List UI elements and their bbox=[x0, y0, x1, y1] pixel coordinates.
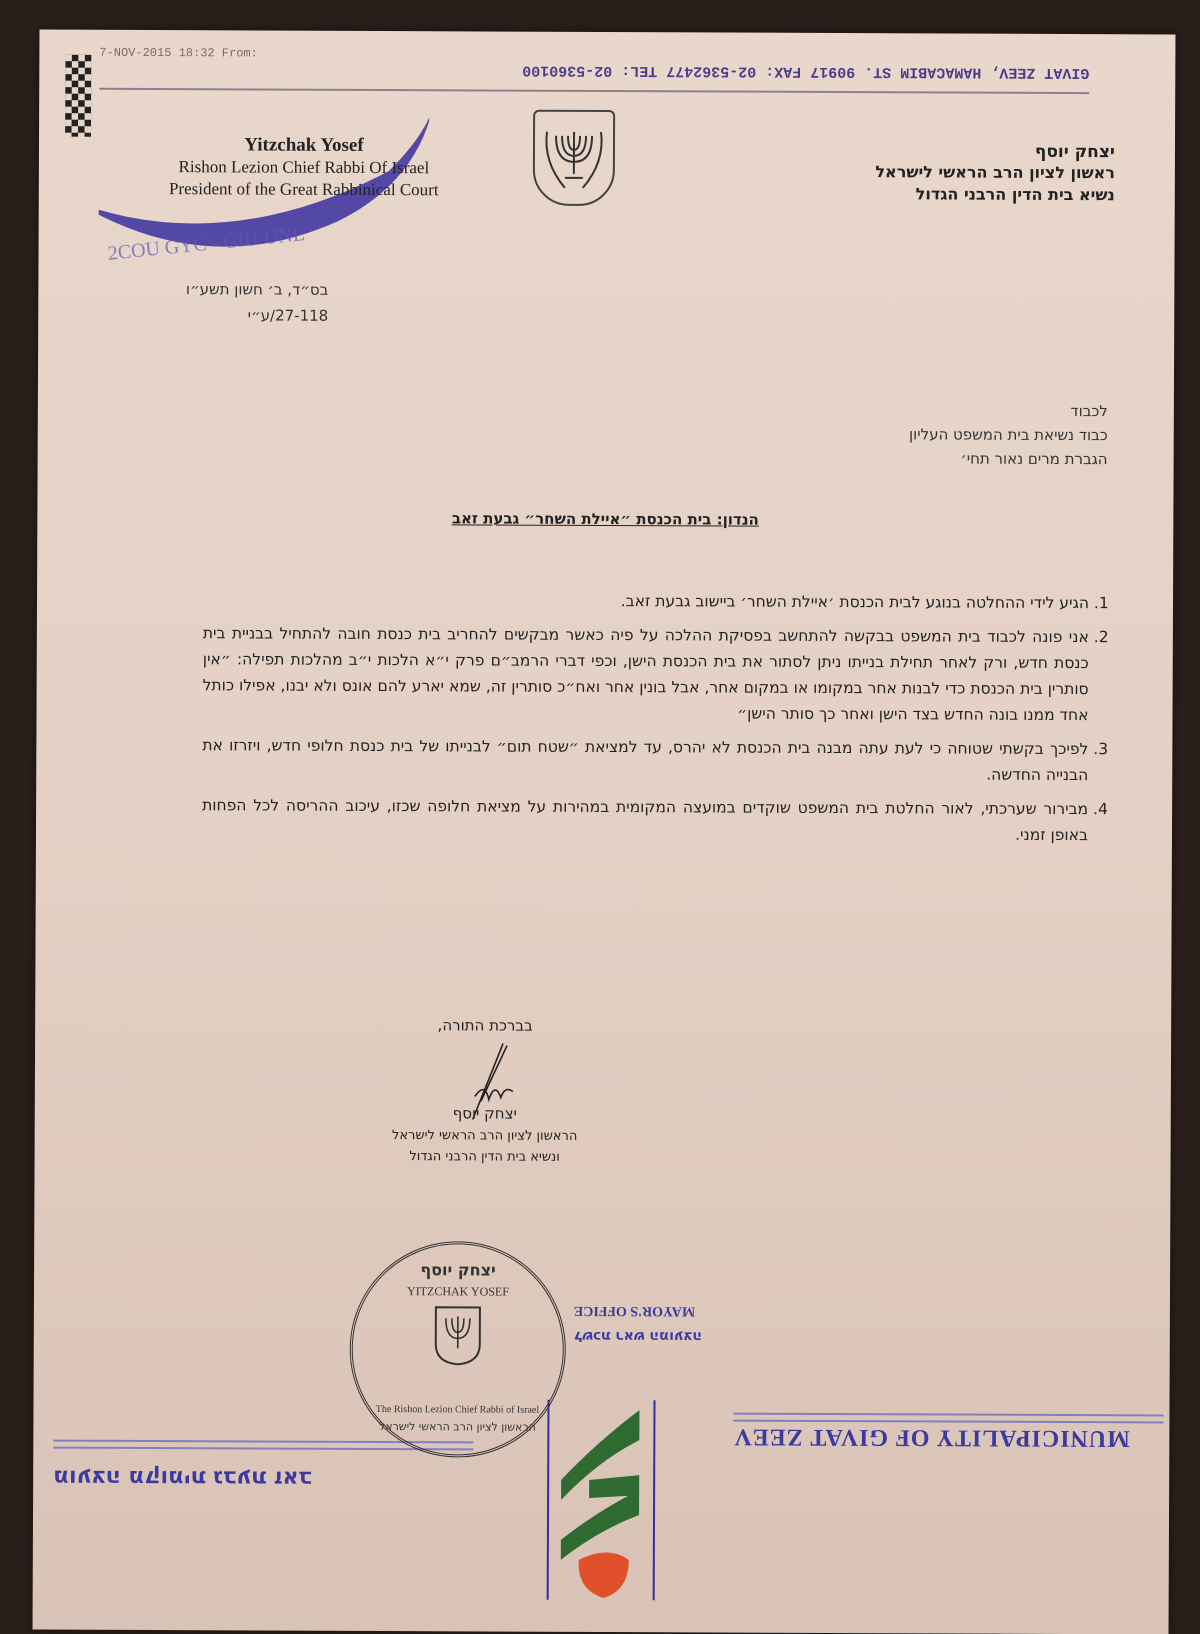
bleed-he-council: מועצה מקומית גבעת זאב bbox=[53, 1465, 312, 1491]
municipality-logo bbox=[547, 1400, 656, 1600]
stamp-he-title: הראשון לציון הרב הראשי לישראל bbox=[352, 1420, 562, 1434]
bleed-he-office: לשכת ראש המועצה bbox=[574, 1328, 702, 1345]
stamp-he-name: יצחק יוסף bbox=[353, 1260, 563, 1280]
recipient-block bbox=[909, 398, 1108, 471]
signer-title2: ונשיא בית הדין הרבני הגדול bbox=[365, 1149, 605, 1165]
state-emblem-icon bbox=[533, 110, 615, 206]
svg-text:2COU GYC - GIU UNL: 2COU GYC - GIU UNL bbox=[107, 223, 306, 265]
letterhead-he-title2: נשיא בית הדין הרבני הגדול bbox=[875, 183, 1115, 206]
stamp-en-title: The Rishon Lezion Chief Rabbi of Israel bbox=[352, 1404, 562, 1416]
date-block bbox=[158, 276, 328, 329]
letterhead-he-name: יצחק יוסף bbox=[875, 141, 1115, 162]
letterhead-title2: President of the Great Rabbinical Court bbox=[129, 178, 479, 202]
letter-date: בס״ד, ב׳ חשון תשע״ו bbox=[158, 276, 328, 303]
fax-bleed-line: GIVAT ZEEV, HAMACABIM ST. 90917 FAX: 02-5362477 TEL: 02-5360100 bbox=[99, 60, 1089, 81]
handwritten-signature bbox=[455, 1041, 535, 1121]
divider bbox=[99, 88, 1089, 94]
recipient-line: הגברת מרים נאור תחי׳ bbox=[909, 446, 1108, 471]
stamp-en-name: YITZCHAK YOSEF bbox=[353, 1284, 563, 1300]
letterhead-name: Yitzchak Yosef bbox=[129, 134, 479, 158]
letter-page bbox=[33, 30, 1176, 1634]
letterhead-hebrew bbox=[875, 141, 1115, 206]
closing-greeting: בברכת התורה, bbox=[365, 1016, 605, 1035]
stamp-emblem-icon bbox=[433, 1304, 483, 1366]
recipient-line: לכבוד bbox=[909, 398, 1108, 423]
letter-body bbox=[202, 586, 1123, 856]
signer-name: יצחק יוסף bbox=[365, 1104, 605, 1123]
body-paragraph: 4. מבירור שערכתי, לאור החלטת בית המשפט שוקדים במועצה המקומית במהירות על מציאת חלופה שכזו, עיכוב ההריסה לכל הפחות באופן זמני. bbox=[202, 792, 1088, 848]
fax-timestamp: 7-NOV-2015 18:32 From: bbox=[99, 46, 257, 61]
subject-line: הנדון: בית הכנסת ״איילת השחר״ גבעת זאב bbox=[37, 508, 1173, 531]
letter-reference: 27-118/ע״י bbox=[158, 302, 328, 329]
bleed-line bbox=[733, 1413, 1163, 1424]
bleed-municipality: MUNICIPALITY OF GIVAT ZEEV bbox=[733, 1423, 1130, 1452]
letterhead-title: Rishon Lezion Chief Rabbi Of Israel bbox=[129, 156, 479, 180]
letterhead-english bbox=[129, 134, 479, 202]
body-paragraph: 1. הגיע לידי ההחלטה בנוגע לבית הכנסת ׳איילת השחר׳ ביישוב גבעת זאב. bbox=[203, 586, 1089, 616]
letterhead-he-title: ראשון לציון הרב הראשי לישראל bbox=[875, 161, 1115, 184]
fax-checker-mark bbox=[65, 55, 91, 137]
recipient-line: כבוד נשיאת בית המשפט העליון bbox=[909, 422, 1108, 447]
body-paragraph: 3. לפיכך בקשתי שטוחה כי לעת עתה מבנה בית הכנסת לא יהרס, עד למציאת ״שטח תום״ לבנייתו של בית כנסת חלופי חדש, ויזרזו את הבנייה החדשה. bbox=[202, 732, 1088, 788]
signer-title: הראשון לציון הרב הראשי לישראל bbox=[365, 1128, 605, 1144]
rabbi-seal-stamp bbox=[349, 1241, 566, 1458]
body-paragraph: 2. אני פונה לכבוד בית המשפט בבקשה להתחשב בפסיקת ההלכה על פיה כאשר מבקשים להחריב בית כנסת חובה להתחיל בבניית בית כנסת חדש, ורק לאחר תחילת בנייתו ניתן לסתור את בית הכנסת הישן, וכפי דברי הרמב״ם פרק י״א הלכות י״ב מהלכות תפילה: ״אין סותרין בית הכנסת כדי לבנות אחר במקומו או במקום אחר, אבל בונין אחר ואח״כ סותרין זה, שמא יארע להם אונס ולא יבנו, אפילו כותל אחד ממנו בונה החדש בצד הישן ואחר כך סותר הישן״ bbox=[202, 620, 1088, 728]
bleed-mayor-office: MAYOR'S OFFICE bbox=[574, 1302, 695, 1319]
